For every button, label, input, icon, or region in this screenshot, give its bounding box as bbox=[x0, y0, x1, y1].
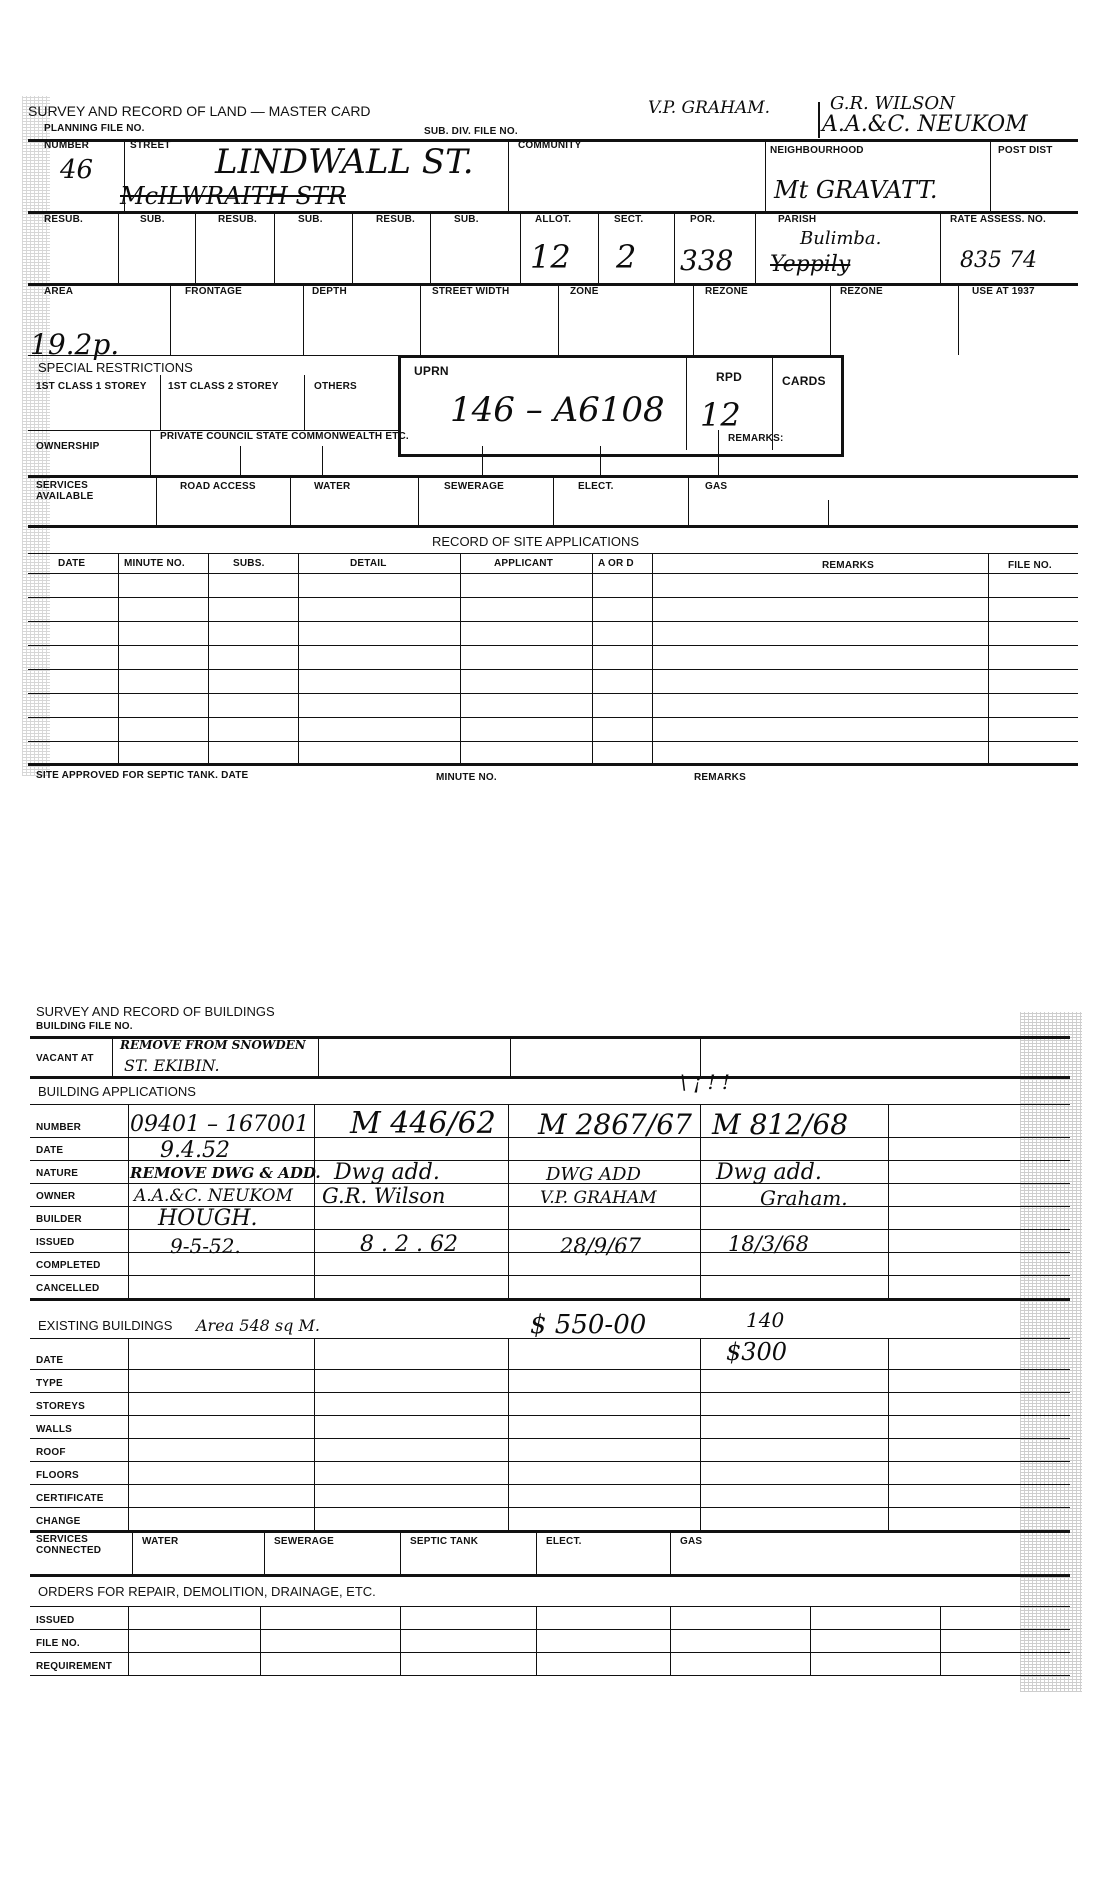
gas-label: GAS bbox=[705, 481, 728, 492]
orders-v-6 bbox=[810, 1606, 811, 1675]
site-row-2 bbox=[28, 621, 1078, 622]
site-v-3 bbox=[298, 553, 299, 763]
existing-row-change: CHANGE bbox=[36, 1516, 81, 1527]
bldg-v-vacant-1 bbox=[112, 1036, 113, 1076]
uprn-value: 146 – A6108 bbox=[450, 390, 665, 430]
app-row-label-date: DATE bbox=[36, 1145, 64, 1156]
site-col-file: FILE NO. bbox=[1008, 560, 1052, 571]
site-col-aord: A OR D bbox=[598, 558, 634, 569]
vacant-value-2: ST. EKIBIN. bbox=[124, 1056, 220, 1075]
land-v-r2a bbox=[118, 211, 119, 283]
site-row-5 bbox=[28, 693, 1078, 694]
app-row-label-cancelled: CANCELLED bbox=[36, 1283, 100, 1294]
resub-label: RESUB. bbox=[44, 214, 83, 225]
existing-row-roof: ROOF bbox=[36, 1447, 66, 1458]
app-rule-7 bbox=[30, 1275, 1070, 1276]
land-v-r3a bbox=[170, 283, 171, 355]
app1-date: 9.4.52 bbox=[160, 1138, 230, 1163]
number-label: NUMBER bbox=[44, 140, 90, 151]
site-table-bottom bbox=[28, 763, 1078, 766]
land-v-r5c bbox=[322, 446, 323, 475]
septic-minute-label: MINUTE NO. bbox=[436, 772, 497, 783]
app4-number: M 812/68 bbox=[712, 1108, 849, 1141]
sub-label-3: SUB. bbox=[454, 214, 479, 225]
frontage-label: FRONTAGE bbox=[185, 286, 242, 297]
street-label: STREET bbox=[130, 140, 171, 151]
site-v-4 bbox=[460, 553, 461, 763]
existing-top bbox=[30, 1338, 1070, 1339]
parish-old-value: Yeppily bbox=[770, 252, 851, 277]
por-value: 338 bbox=[680, 244, 734, 277]
rezone-label-1: REZONE bbox=[705, 286, 748, 297]
existing-row-date: DATE bbox=[36, 1355, 64, 1366]
site-col-remarks: REMARKS bbox=[822, 560, 874, 571]
uprn-divider-1 bbox=[686, 358, 687, 450]
existing-row-type: TYPE bbox=[36, 1378, 63, 1389]
uprn-label: UPRN bbox=[414, 364, 449, 378]
land-card-title: SURVEY AND RECORD OF LAND — MASTER CARD bbox=[28, 103, 371, 119]
app4-nature: Dwg add. bbox=[716, 1160, 822, 1185]
ex-rule-1 bbox=[30, 1369, 1070, 1370]
orders-rule-1 bbox=[30, 1629, 1070, 1630]
app2-owner: G.R. Wilson bbox=[322, 1184, 446, 1208]
land-v-r2h bbox=[674, 211, 675, 283]
existing-row-floors: FLOORS bbox=[36, 1470, 79, 1481]
app1-builder: HOUGH. bbox=[158, 1206, 258, 1231]
neighbourhood-label: NEIGHBOURHOOD bbox=[770, 145, 864, 156]
land-v-r2d bbox=[352, 211, 353, 283]
septic-remarks-label: REMARKS bbox=[694, 772, 746, 783]
app3-issued: 28/9/67 bbox=[560, 1234, 641, 1258]
buildings-card-title: SURVEY AND RECORD OF BUILDINGS bbox=[36, 1004, 275, 1019]
orders-rule-3 bbox=[30, 1675, 1070, 1676]
ex-v-5 bbox=[888, 1338, 889, 1530]
land-v-r3c bbox=[420, 283, 421, 355]
orders-v-3 bbox=[400, 1606, 401, 1675]
street-old-value: McILWRAITH STR bbox=[120, 182, 346, 210]
owner-note-3: A.A.&C. NEUKOM bbox=[822, 112, 1028, 137]
septic-label: SITE APPROVED FOR SEPTIC TANK. DATE bbox=[36, 770, 249, 781]
site-header-top bbox=[28, 553, 1078, 554]
svc-v-3 bbox=[400, 1530, 401, 1574]
site-row-3 bbox=[28, 645, 1078, 646]
svc-water: WATER bbox=[142, 1536, 179, 1547]
land-v-r4b bbox=[304, 375, 305, 430]
app4-issued: 18/3/68 bbox=[728, 1232, 809, 1256]
community-label: COMMUNITY bbox=[518, 140, 582, 151]
rezone-label-2: REZONE bbox=[840, 286, 883, 297]
orders-v-5 bbox=[670, 1606, 671, 1675]
app-row-label-number: NUMBER bbox=[36, 1122, 82, 1133]
land-v-r2c bbox=[274, 211, 275, 283]
orders-row-file: FILE NO. bbox=[36, 1638, 80, 1649]
app3-nature: DWG ADD bbox=[546, 1164, 641, 1185]
rate-assess-value: 835 74 bbox=[960, 248, 1037, 273]
land-v-r4a bbox=[160, 375, 161, 430]
svc-septic: SEPTIC TANK bbox=[410, 1536, 479, 1547]
site-col-applicant: APPLICANT bbox=[494, 558, 554, 569]
site-row-4 bbox=[28, 669, 1078, 670]
building-file-label: BUILDING FILE NO. bbox=[36, 1021, 133, 1032]
app-v-3 bbox=[508, 1104, 509, 1298]
site-v-6 bbox=[652, 553, 653, 763]
app1-number: 09401 – 167001 bbox=[130, 1112, 309, 1137]
services-connected-label: SERVICES CONNECTED bbox=[36, 1534, 102, 1556]
orders-row-issued: ISSUED bbox=[36, 1615, 75, 1626]
cards-label: CARDS bbox=[782, 374, 826, 388]
svc-elect: ELECT. bbox=[546, 1536, 582, 1547]
area-label: AREA bbox=[44, 286, 74, 297]
site-header-bottom bbox=[28, 573, 1078, 574]
orders-top bbox=[30, 1606, 1070, 1607]
allot-value: 12 bbox=[530, 238, 571, 276]
use-at-label: USE AT 1937 bbox=[972, 286, 1035, 297]
sub-label-2: SUB. bbox=[298, 214, 323, 225]
rpd-value: 12 bbox=[700, 396, 741, 434]
svc-v-5 bbox=[670, 1530, 671, 1574]
app-rule-8 bbox=[30, 1298, 1070, 1301]
owner-note-1: V.P. GRAHAM. bbox=[648, 98, 771, 118]
app3-number: M 2867/67 bbox=[538, 1108, 692, 1141]
orders-rule-2 bbox=[30, 1652, 1070, 1653]
bldg-rule-2 bbox=[30, 1076, 1070, 1079]
ex-rule-4 bbox=[30, 1438, 1070, 1439]
app4-owner: Graham. bbox=[760, 1186, 848, 1210]
site-col-minute: MINUTE NO. bbox=[124, 558, 185, 569]
land-v-neighbourhood bbox=[765, 139, 766, 211]
existing-val3: $300 bbox=[726, 1338, 788, 1366]
land-v-r3g bbox=[958, 283, 959, 355]
subdiv-file-label: SUB. DIV. FILE NO. bbox=[424, 126, 518, 137]
orders-v-7 bbox=[940, 1606, 941, 1675]
site-row-7 bbox=[28, 741, 1078, 742]
orders-v-1 bbox=[128, 1606, 129, 1675]
resub-label-3: RESUB. bbox=[376, 214, 415, 225]
record-site-label: RECORD OF SITE APPLICATIONS bbox=[432, 534, 640, 549]
post-dist-label: POST DIST bbox=[998, 145, 1053, 156]
ex-rule-8 bbox=[30, 1530, 1070, 1533]
orders-v-2 bbox=[260, 1606, 261, 1675]
orders-v-4 bbox=[536, 1606, 537, 1675]
svc-v-2 bbox=[264, 1530, 265, 1574]
land-v-r2g bbox=[598, 211, 599, 283]
site-v-7 bbox=[988, 553, 989, 763]
site-col-detail: DETAIL bbox=[350, 558, 387, 569]
neighbourhood-value: Mt GRAVATT. bbox=[774, 176, 938, 204]
remarks-label: REMARKS: bbox=[728, 433, 784, 444]
ex-v-4 bbox=[700, 1338, 701, 1530]
bldg-apps-top bbox=[30, 1104, 1070, 1105]
svc-v-1 bbox=[132, 1530, 133, 1574]
existing-label: EXISTING BUILDINGS bbox=[38, 1318, 173, 1333]
land-v-r3e bbox=[693, 283, 694, 355]
others-label: OTHERS bbox=[314, 381, 357, 392]
ex-rule-7 bbox=[30, 1507, 1070, 1508]
planning-file-label: PLANNING FILE NO. bbox=[44, 123, 145, 134]
land-v-r5f bbox=[718, 430, 719, 475]
svc-bottom bbox=[30, 1574, 1070, 1577]
depth-label: DEPTH bbox=[312, 286, 347, 297]
app-row-label-completed: COMPLETED bbox=[36, 1260, 101, 1271]
ex-rule-2 bbox=[30, 1392, 1070, 1393]
bldg-v-vacant-2 bbox=[318, 1036, 319, 1076]
existing-row-storeys: STOREYS bbox=[36, 1401, 86, 1412]
svc-gas: GAS bbox=[680, 1536, 703, 1547]
land-v-r3b bbox=[303, 283, 304, 355]
app2-number: M 446/62 bbox=[350, 1106, 496, 1141]
ownership-types-label: PRIVATE COUNCIL STATE COMMONWEALTH ETC. bbox=[160, 431, 409, 442]
ex-rule-3 bbox=[30, 1415, 1070, 1416]
app1-owner: A.A.&C. NEUKOM bbox=[134, 1186, 293, 1206]
land-v-post bbox=[990, 139, 991, 211]
existing-note: Area 548 sq M. bbox=[196, 1316, 320, 1335]
land-v-r2i bbox=[755, 211, 756, 283]
elect-label: ELECT. bbox=[578, 481, 614, 492]
site-row-6 bbox=[28, 717, 1078, 718]
ex-rule-5 bbox=[30, 1461, 1070, 1462]
app-row-label-issued: ISSUED bbox=[36, 1237, 75, 1248]
land-v-r3f bbox=[830, 283, 831, 355]
owner-note-2: G.R. WILSON bbox=[830, 93, 955, 114]
land-v-r3d bbox=[558, 283, 559, 355]
app-v-5 bbox=[888, 1104, 889, 1298]
land-rule-7 bbox=[28, 525, 1078, 528]
sect-label: SECT. bbox=[614, 214, 644, 225]
allot-label: ALLOT. bbox=[535, 214, 572, 225]
special-restrictions-label: SPECIAL RESTRICTIONS bbox=[38, 360, 193, 375]
owner-note-divider bbox=[818, 102, 820, 138]
site-v-5 bbox=[592, 553, 593, 763]
ex-v-2 bbox=[314, 1338, 315, 1530]
land-v-r5e bbox=[600, 446, 601, 475]
land-v-r6d bbox=[553, 475, 554, 525]
sewerage-label: SEWERAGE bbox=[444, 481, 504, 492]
class2-label: 1ST CLASS 2 STOREY bbox=[168, 381, 279, 392]
app-row-label-nature: NATURE bbox=[36, 1168, 79, 1179]
orders-label: ORDERS FOR REPAIR, DEMOLITION, DRAINAGE, ETC. bbox=[38, 1584, 376, 1599]
site-col-date: DATE bbox=[58, 558, 86, 569]
scan-noise-right bbox=[1020, 1012, 1082, 1692]
parish-label: PARISH bbox=[778, 214, 817, 225]
land-v-r2j bbox=[940, 211, 941, 283]
land-v-r2b bbox=[195, 211, 196, 283]
parish-value: Bulimba. bbox=[800, 228, 882, 249]
land-v-r6f bbox=[828, 500, 829, 525]
site-v-1 bbox=[118, 553, 119, 763]
area-value: 19.2p. bbox=[30, 328, 120, 361]
app2-issued: 8 . 2 . 62 bbox=[360, 1232, 458, 1257]
resub-label-2: RESUB. bbox=[218, 214, 257, 225]
water-label: WATER bbox=[314, 481, 351, 492]
ex-v-3 bbox=[508, 1338, 509, 1530]
street-value: LINDWALL ST. bbox=[215, 142, 474, 182]
app2-nature: Dwg add. bbox=[334, 1160, 440, 1185]
land-v-r6e bbox=[688, 475, 689, 525]
bldg-v-vacant-3 bbox=[510, 1036, 511, 1076]
street-width-label: STREET WIDTH bbox=[432, 286, 510, 297]
por-label: POR. bbox=[690, 214, 716, 225]
svc-v-4 bbox=[536, 1530, 537, 1574]
app-v-2 bbox=[314, 1104, 315, 1298]
land-v-r6c bbox=[418, 475, 419, 525]
sub-label-1: SUB. bbox=[140, 214, 165, 225]
app-row-label-builder: BUILDER bbox=[36, 1214, 82, 1225]
app-row-label-owner: OWNER bbox=[36, 1191, 76, 1202]
land-v-r5b bbox=[240, 446, 241, 475]
services-label: SERVICES AVAILABLE bbox=[36, 480, 94, 502]
app-v-4 bbox=[700, 1104, 701, 1298]
land-v-r2f bbox=[520, 211, 521, 283]
number-value: 46 bbox=[60, 155, 94, 185]
app1-nature: REMOVE DWG & ADD. bbox=[130, 1164, 321, 1182]
land-v-r5a bbox=[150, 430, 151, 475]
ownership-label: OWNERSHIP bbox=[36, 441, 100, 452]
zone-label: ZONE bbox=[570, 286, 599, 297]
existing-val2: 140 bbox=[746, 1308, 785, 1332]
site-v-2 bbox=[208, 553, 209, 763]
land-rule-4 bbox=[28, 355, 398, 356]
svc-sewerage: SEWERAGE bbox=[274, 1536, 334, 1547]
app-v-1 bbox=[128, 1104, 129, 1298]
existing-row-walls: WALLS bbox=[36, 1424, 72, 1435]
land-v-r6b bbox=[290, 475, 291, 525]
ex-rule-6 bbox=[30, 1484, 1070, 1485]
land-v-r5d bbox=[482, 446, 483, 475]
site-row-1 bbox=[28, 597, 1078, 598]
vacant-value-1: REMOVE FROM SNOWDEN bbox=[120, 1038, 306, 1052]
land-v-r6a bbox=[156, 475, 157, 525]
rpd-label: RPD bbox=[716, 370, 742, 384]
scan-noise-left bbox=[22, 96, 50, 776]
orders-row-requirement: REQUIREMENT bbox=[36, 1661, 113, 1672]
road-access-label: ROAD ACCESS bbox=[180, 481, 256, 492]
ex-v-1 bbox=[128, 1338, 129, 1530]
rate-assess-label: RATE ASSESS. NO. bbox=[950, 214, 1046, 225]
sect-value: 2 bbox=[616, 238, 637, 276]
app3-owner: V.P. GRAHAM bbox=[540, 1188, 657, 1208]
applications-label: BUILDING APPLICATIONS bbox=[38, 1084, 196, 1099]
land-v-r2e bbox=[430, 211, 431, 283]
applications-marks: \ ¡ ! ! bbox=[680, 1070, 730, 1094]
land-v-community bbox=[508, 139, 509, 211]
existing-val1: $ 550-00 bbox=[530, 1310, 647, 1340]
class1-label: 1ST CLASS 1 STOREY bbox=[36, 381, 147, 392]
app1-issued: 9-5-52. bbox=[170, 1234, 241, 1258]
vacant-label: VACANT AT bbox=[36, 1053, 94, 1064]
existing-row-certificate: CERTIFICATE bbox=[36, 1493, 104, 1504]
site-col-subs: SUBS. bbox=[233, 558, 265, 569]
